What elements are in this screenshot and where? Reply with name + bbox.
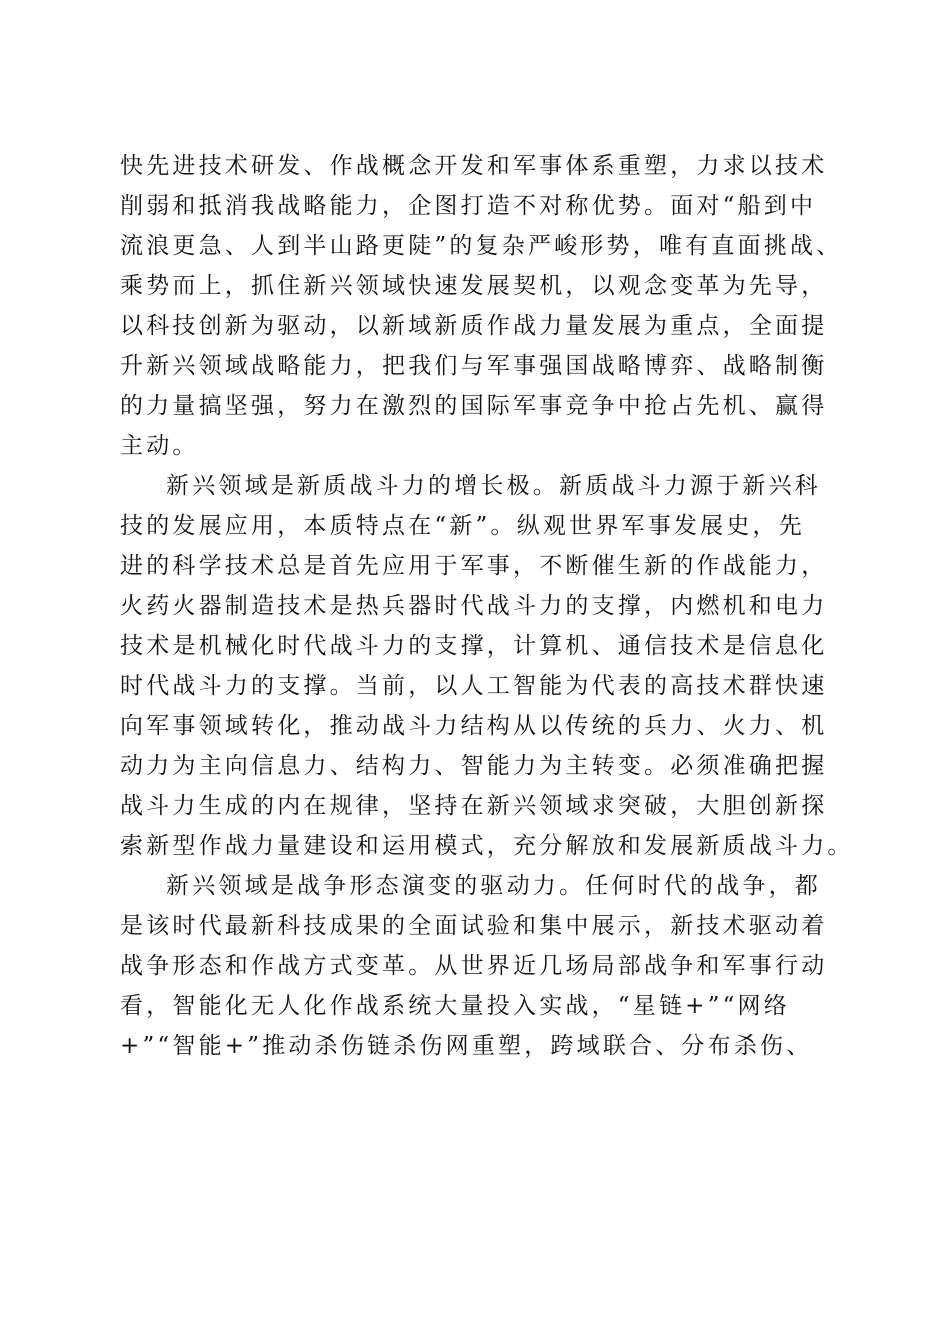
- text-line: 乘势而上，抓住新兴领域快速发展契机，以观念变革为先导，: [120, 273, 828, 299]
- text-line: 看，智能化无人化作战系统大量投入实战，“星链+”“网络: [120, 993, 790, 1019]
- text-line: 动力为主向信息力、结构力、智能力为主转变。必须准确把握: [120, 753, 828, 779]
- text-line: 索新型作战力量建设和运用模式，充分解放和发展新质战斗力。: [120, 833, 854, 859]
- text-line: 技的发展应用，本质特点在“新”。纵观世界军事发展史，先: [120, 513, 805, 539]
- paragraph-first-line: 新兴领域是战争形态演变的驱动力。任何时代的战争，都: [166, 873, 821, 899]
- text-line: 升新兴领域战略能力，把我们与军事强国战略博弈、战略制衡: [120, 353, 828, 379]
- text-line: 时代战斗力的支撑。当前，以人工智能为代表的高技术群快速: [120, 673, 828, 699]
- text-line: 流浪更急、人到半山路更陡”的复杂严峻形势，唯有直面挑战、: [120, 233, 843, 259]
- text-line: 火药火器制造技术是热兵器时代战斗力的支撑，内燃机和电力: [120, 593, 828, 619]
- text-line: 的力量搞坚强，努力在激烈的国际军事竞争中抢占先机、赢得: [120, 393, 828, 419]
- text-line: 是该时代最新科技成果的全面试验和集中展示，新技术驱动着: [120, 913, 828, 939]
- text-line: 快先进技术研发、作战概念开发和军事体系重塑，力求以技术: [120, 153, 828, 179]
- text-line: 进的科学技术总是首先应用于军事，不断催生新的作战能力，: [120, 553, 828, 579]
- text-line: 以科技创新为驱动，以新域新质作战力量发展为重点，全面提: [120, 313, 828, 339]
- text-line: 主动。: [120, 433, 199, 459]
- text-line: 战争形态和作战方式变革。从世界近几场局部战争和军事行动: [120, 953, 828, 979]
- text-line: 向军事领域转化，推动战斗力结构从以传统的兵力、火力、机: [120, 713, 828, 739]
- document-body: [120, 146, 854, 1066]
- text-line: 战斗力生成的内在规律，坚持在新兴领域求突破，大胆创新探: [120, 793, 828, 819]
- text-line: +”“智能+”推动杀伤链杀伤网重塑，跨域联合、分布杀伤、: [120, 1033, 813, 1059]
- paragraph-first-line: 新兴领域是新质战斗力的增长极。新质战斗力源于新兴科: [166, 473, 821, 499]
- text-line: 技术是机械化时代战斗力的支撑，计算机、通信技术是信息化: [120, 633, 828, 659]
- text-line: 削弱和抵消我战略能力，企图打造不对称优势。面对“船到中: [120, 193, 817, 219]
